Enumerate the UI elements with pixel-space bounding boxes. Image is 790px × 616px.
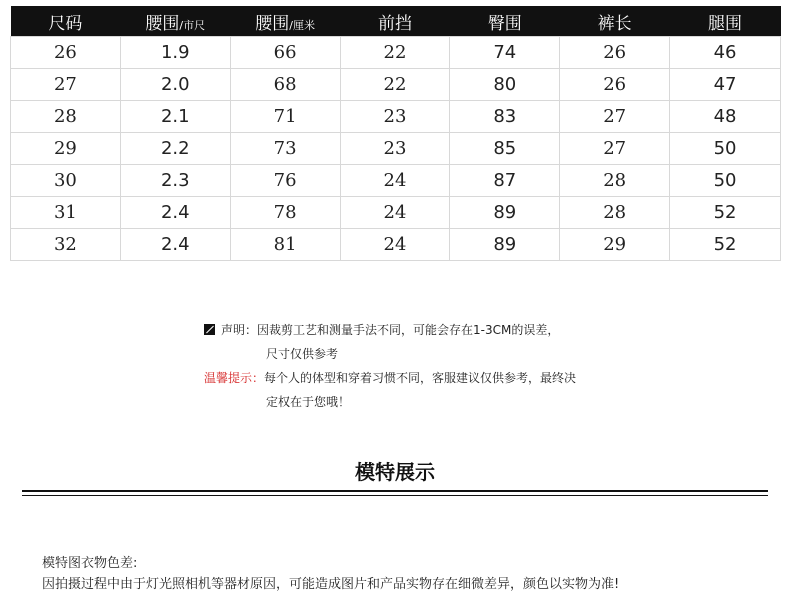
cell-length: 26 (560, 69, 670, 101)
cell-size: 29 (11, 133, 121, 165)
header-waist-cm: 腰围/厘米 (230, 6, 340, 37)
cell-length: 28 (560, 165, 670, 197)
disclaimer-text: 因拍摄过程中由于灯光照相机等器材原因，可能造成图片和产品实物存在细微差异，颜色以实物为准! (42, 577, 620, 592)
cell-front-rise: 22 (340, 37, 450, 69)
cell-length: 27 (560, 101, 670, 133)
cell-hip: 83 (450, 101, 560, 133)
cell-thigh: 52 (670, 229, 781, 261)
header-waist-shichi: 腰围/市尺 (120, 6, 230, 37)
size-chart-header-row (11, 6, 781, 37)
cell-length: 26 (560, 37, 670, 69)
cell-waist-shichi: 2.3 (120, 165, 230, 197)
statement-text: 因裁剪工艺和测量手法不同，可能会存在1-3CM的误差， (257, 323, 560, 337)
section-title: 模特展示 (355, 460, 435, 484)
header-length: 裤长 (560, 6, 670, 37)
cell-thigh: 50 (670, 133, 781, 165)
cell-size: 31 (11, 197, 121, 229)
header-size: 尺码 (11, 6, 121, 37)
header-hip: 臀围 (450, 6, 560, 37)
cell-front-rise: 22 (340, 69, 450, 101)
cell-waist-cm: 68 (230, 69, 340, 101)
measurement-notice (204, 318, 576, 414)
cell-hip: 89 (450, 197, 560, 229)
table-row (11, 37, 781, 69)
cell-front-rise: 24 (340, 229, 450, 261)
cell-size: 28 (11, 101, 121, 133)
header-front-rise: 前挡 (340, 6, 450, 37)
disclaimer-title: 模特图衣物色差: (42, 556, 138, 571)
cell-thigh: 52 (670, 197, 781, 229)
table-row (11, 101, 781, 133)
warm-tip-label: 温馨提示： (204, 371, 265, 385)
statement-line-2: 尺寸仅供参考 (266, 347, 339, 361)
cell-thigh: 48 (670, 101, 781, 133)
cell-waist-cm: 81 (230, 229, 340, 261)
cell-hip: 85 (450, 133, 560, 165)
cell-front-rise: 24 (340, 197, 450, 229)
cell-size: 26 (11, 37, 121, 69)
cell-waist-shichi: 1.9 (120, 37, 230, 69)
size-chart-table (10, 6, 781, 261)
cell-waist-cm: 78 (230, 197, 340, 229)
table-row (11, 197, 781, 229)
tip-line (204, 366, 576, 390)
pencil-box-icon (204, 324, 215, 335)
table-row (11, 165, 781, 197)
header-thigh: 腿围 (670, 6, 781, 37)
cell-front-rise: 23 (340, 101, 450, 133)
cell-hip: 80 (450, 69, 560, 101)
tip-text: 每个人的体型和穿着习惯不同，客服建议仅供参考，最终决 (264, 371, 577, 385)
cell-waist-shichi: 2.0 (120, 69, 230, 101)
cell-waist-shichi: 2.2 (120, 133, 230, 165)
cell-size: 32 (11, 229, 121, 261)
cell-thigh: 46 (670, 37, 781, 69)
table-row (11, 69, 781, 101)
cell-waist-shichi: 2.4 (120, 229, 230, 261)
cell-thigh: 47 (670, 69, 781, 101)
cell-waist-cm: 73 (230, 133, 340, 165)
cell-hip: 74 (450, 37, 560, 69)
statement-label: 声明： (221, 323, 258, 337)
color-disclaimer (42, 553, 619, 595)
cell-front-rise: 23 (340, 133, 450, 165)
tip-line-2: 定权在于您哦！ (266, 395, 351, 409)
table-row (11, 133, 781, 165)
statement-line (204, 318, 576, 342)
cell-waist-shichi: 2.4 (120, 197, 230, 229)
cell-front-rise: 24 (340, 165, 450, 197)
cell-hip: 89 (450, 229, 560, 261)
cell-size: 30 (11, 165, 121, 197)
cell-waist-cm: 66 (230, 37, 340, 69)
divider (22, 490, 768, 492)
cell-waist-shichi: 2.1 (120, 101, 230, 133)
cell-length: 28 (560, 197, 670, 229)
cell-waist-cm: 71 (230, 101, 340, 133)
cell-length: 27 (560, 133, 670, 165)
table-row (11, 229, 781, 261)
divider (22, 495, 768, 496)
cell-thigh: 50 (670, 165, 781, 197)
cell-size: 27 (11, 69, 121, 101)
cell-waist-cm: 76 (230, 165, 340, 197)
cell-hip: 87 (450, 165, 560, 197)
cell-length: 29 (560, 229, 670, 261)
